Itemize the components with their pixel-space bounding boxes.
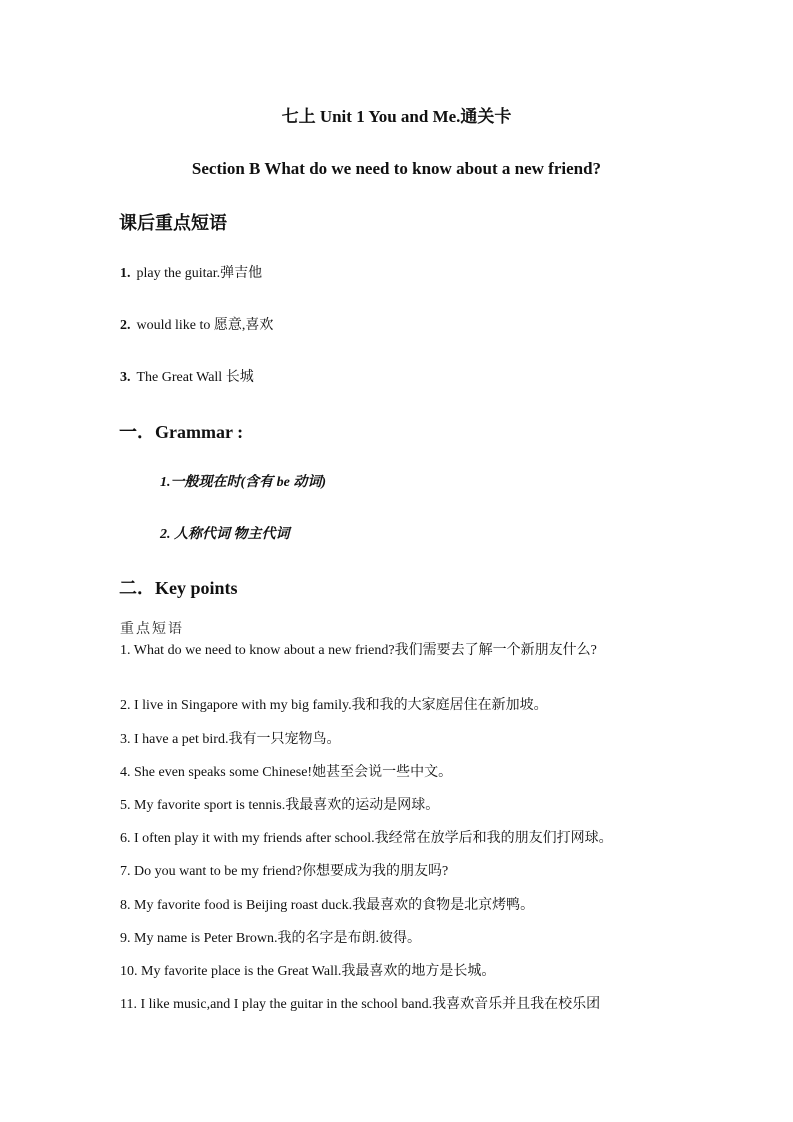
phrase-item bbox=[120, 264, 262, 284]
phrase-number: 3. bbox=[120, 370, 131, 385]
keypoint-item: 9. My name is Peter Brown.我的名字是布朗.彼得。 bbox=[120, 931, 421, 946]
keypoint-item: 8. My favorite food is Beijing roast duck.我最喜欢的食物是北京烤鸭。 bbox=[120, 898, 535, 913]
phrases-heading: 课后重点短语 bbox=[119, 213, 227, 233]
phrase-number: 1. bbox=[120, 266, 131, 281]
phrase-text: would like to 愿意,喜欢 bbox=[136, 318, 274, 333]
keypoint-item: 11. I like music,and I play the guitar in the school band.我喜欢音乐并且我在校乐团 bbox=[120, 997, 601, 1012]
phrase-number: 2. bbox=[120, 318, 131, 333]
grammar-heading: 一．Grammar : bbox=[119, 422, 244, 442]
keypoint-item: 2. I live in Singapore with my big family.我和我的大家庭居住在新加坡。 bbox=[120, 698, 548, 713]
phrase-item bbox=[120, 368, 254, 388]
phrase-text: The Great Wall 长城 bbox=[136, 370, 254, 385]
document-title: 七上 Unit 1 You and Me.通关卡 bbox=[281, 107, 512, 126]
phrase-item bbox=[120, 316, 273, 336]
keypoint-item: 6. I often play it with my friends after school.我经常在放学后和我的朋友们打网球。 bbox=[120, 831, 613, 846]
keypoint-item: 7. Do you want to be my friend?你想要成为我的朋友吗? bbox=[120, 864, 449, 879]
grammar-item: 2. 人称代词 物主代词 bbox=[160, 527, 290, 542]
keypoint-item: 1. What do we need to know about a new friend?我们需要去了解一个新朋友什么? bbox=[120, 643, 597, 658]
keypoints-label: 重点短语 bbox=[120, 622, 184, 637]
grammar-item: 1.一般现在时(含有 be 动词) bbox=[160, 475, 327, 490]
keypoint-item: 10. My favorite place is the Great Wall.我最喜欢的地方是长城。 bbox=[120, 964, 496, 979]
keypoint-item: 4. She even speaks some Chinese!她甚至会说一些中文。 bbox=[120, 765, 453, 780]
document-subtitle: Section B What do we need to know about a new friend? bbox=[191, 159, 602, 178]
keypoint-item: 5. My favorite sport is tennis.我最喜欢的运动是网球。 bbox=[120, 798, 440, 813]
keypoint-item: 3. I have a pet bird.我有一只宠物鸟。 bbox=[120, 732, 341, 747]
keypoints-heading: 二．Key points bbox=[119, 578, 238, 598]
phrase-text: play the guitar.弹吉他 bbox=[136, 266, 263, 281]
